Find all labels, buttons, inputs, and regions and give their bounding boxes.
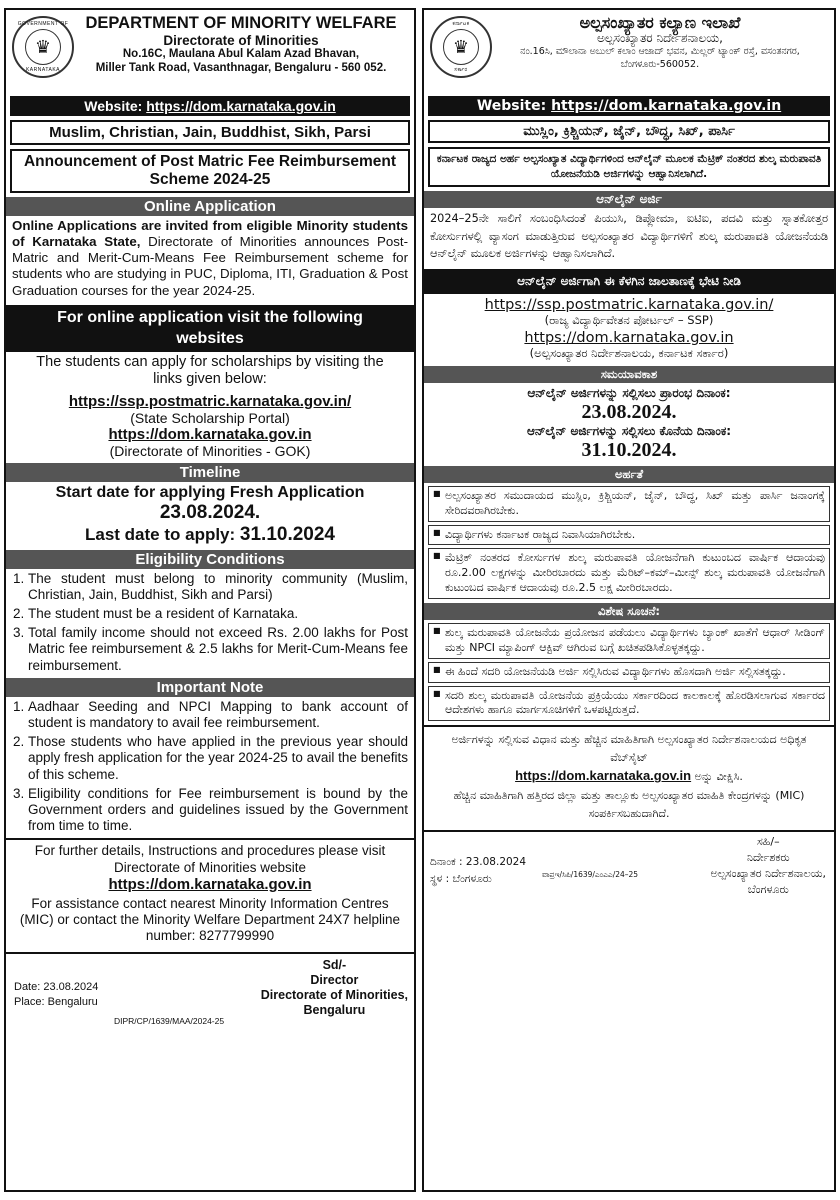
start-date-label: Start date for applying Fresh Application [55,483,365,501]
signatory-title: ನಿರ್ದೇಶಕರು [746,851,790,865]
further-link[interactable]: https://dom.karnataka.gov.in [108,875,312,893]
dom-label: (ಅಲ್ಪಸಂಖ್ಯಾತರ ನಿರ್ದೇಶನಾಲಯ, ಕರ್ನಾಟಕ ಸರ್ಕಾರ) [529,345,729,360]
seal-text-top: GOVERNMENT OF [17,21,69,27]
list-item: 1. The student must belong to minority community (Muslim, Christian, Jain, Buddhist, Sikh and Parsi) [28,571,414,603]
visit-text: The students can apply for scholarships by visiting the links given below: [36,353,384,388]
list-item: 2. The student must be a resident of Karnataka. [28,606,414,622]
dom-link[interactable]: https://dom.karnataka.gov.in [108,425,312,443]
online-application-text [6,216,414,301]
ssp-label: (State Scholarship Portal) [130,409,290,426]
eligibility-list [428,486,830,599]
signatory-org: Directorate of Minorities, [260,988,408,1003]
address-line-2: Miller Tank Road, Vasanthnagar, Bengaluru - 560 052. [95,61,387,74]
address: ನಂ.16ಸಿ, ಮೌಲಾನಾ ಅಬುಲ್ ಕಲಾಂ ಆಜಾದ್ ಭವನ, ಮಿಲ್ಲರ್ ಟ್ಯಾಂಕ್ ರಸ್ತೆ, ವಸಂತನಗರ, ಬೆಂಗಳೂರು-560052. [520,46,800,70]
important-note-title: ವಿಶೇಷ ಸೂಚನೆ: [424,603,834,620]
important-note-list [428,623,830,721]
start-date: 23.08.2024. [581,400,677,423]
ssp-label: (ರಾಜ್ಯ ವಿದ್ಯಾರ್ಥಿವೇತನ ಪೋರ್ಟಲ್ – SSP) [544,312,714,327]
online-application-rest: Directorate of Minorities announces Post-Matric and Merit-Cum-Means Fee Reimbursement scheme for students who are studying in PUC, Diploma, ITI, Graduation & Post Graduation courses for the year 2024-25. [12,233,409,298]
online-application-title: ಆನ್‌ಲೈನ್ ಅರ್ಜಿ [424,191,834,208]
further-text: For further details, Instructions and procedures please visit Directorate of Minorities website [34,843,386,875]
header [424,10,834,92]
timeline-title: Timeline [6,463,414,482]
further-link[interactable]: https://dom.karnataka.gov.in [515,768,692,784]
place-text: Place: Bengaluru [14,995,98,1008]
start-date: 23.08.2024. [159,501,261,523]
assistance-text: For assistance contact nearest Minority Information Centres (MIC) or contact the Minority Welfare Department 24X7 helpline number: 8277799990 [19,895,401,944]
date-text: Date: 23.08.2024 [14,981,99,994]
place-text: ಸ್ಥಳ : ಬೆಂಗಳೂರು [430,873,492,886]
communities-banner: Muslim, Christian, Jain, Buddhist, Sikh, Parsi [10,120,410,145]
list-item: 2. Those students who have applied in the previous year should apply fresh application for the year 2024-25 to avail the benefits of this scheme. [28,734,414,783]
important-note-list [6,699,414,835]
signature-mark: ಸಹಿ/– [756,835,780,849]
further-details [6,838,414,944]
seal-text-bottom: ಸರ್ಕಾರ [454,67,468,73]
signatory-title: Director [310,973,359,988]
last-date: 31.10.2024. [581,438,677,461]
ssp-link[interactable]: https://ssp.postmatric.karnataka.gov.in/ [68,392,352,410]
announcement-title: ಕರ್ನಾಟಕ ರಾಜ್ಯದ ಅರ್ಹ ಅಲ್ಪಸಂಖ್ಯಾತ ವಿದ್ಯಾರ್ಥಿಗಳಿಂದ ಆನ್‌ಲೈನ್ ಮೂಲಕ ಮೆಟ್ರಿಕ್ ನಂತರದ ಶುಲ್ಕ ಮರುಪಾವತಿ ಯೋಜನೆಯಡಿ ಅರ್ಜಿಗಳನ್ನು ಆಹ್ವಾನಿಸಲಾಗಿದೆ. [428,147,830,187]
reference-number: DIPR/CP/1639/MAA/2024-25 [114,1016,225,1027]
start-date-label: ಆನ್‌ಲೈನ್ ಅರ್ಜಿಗಳನ್ನು ಸಲ್ಲಿಸಲು ಪ್ರಾರಂಭ ದಿನಾಂಕ: [527,385,731,400]
assistance-text: ಹೆಚ್ಚಿನ ಮಾಹಿತಿಗಾಗಿ ಹತ್ತಿರದ ಜಿಲ್ಲಾ ಮತ್ತು ತಾಲ್ಲೂಕು ಅಲ್ಪಸಂಖ್ಯಾತರ ಮಾಹಿತಿ ಕೇಂದ್ರಗಳನ್ನು (MIC) ಸಂಪರ್ಕಿಸಬಹುದಾಗಿದೆ. [453,789,805,820]
signatory-city: Bengaluru [303,1003,366,1018]
website-bar [10,96,410,116]
date-text: ದಿನಾಂಕ : 23.08.2024 [430,856,527,869]
last-date: 31.10.2024 [239,523,335,545]
ssp-link[interactable]: https://ssp.postmatric.karnataka.gov.in/ [484,296,774,313]
list-item: ■ ಈ ಹಿಂದೆ ಸದರಿ ಯೋಜನೆಯಡಿ ಅರ್ಜಿ ಸಲ್ಲಿಸಿರುವ ವಿದ್ಯಾರ್ಥಿಗಳು ಹೊಸದಾಗಿ ಅರ್ಜಿ ಸಲ್ಲಿಸತಕ್ಕದ್ದು. [428,662,830,683]
kannada-notice [422,8,836,1192]
signature-mark: Sd/- [322,958,347,973]
list-item: ■ ಮೆಟ್ರಿಕ್ ನಂತರದ ಕೋರ್ಸುಗಳ ಶುಲ್ಕ ಮರುಪಾವತಿ ಯೋಜನೆಗಾಗಿ ಕುಟುಂಬದ ವಾರ್ಷಿಕ ಆದಾಯವು ರೂ.2.00 ಲಕ್ಷಗಳನ್ನು ಮೀರಿರಬಾರದು ಮತ್ತು ಮೆರಿಟ್–ಕಮ್–ಮೀನ್ಸ್ ಶುಲ್ಕ ಮರುಪಾವತಿ ಯೋಜನೆಗಾಗಿ ಕುಟುಂಬದ ವಾರ್ಷಿಕ ಆದಾಯವು ರೂ.2.5 ಲಕ್ಷ ಮೀರಿರಬಾರದು. [428,548,830,599]
dom-link[interactable]: https://dom.karnataka.gov.in [524,329,734,346]
eligibility-title: ಅರ್ಹತೆ [424,466,834,483]
list-item: 3. Eligibility conditions for Fee reimbursement is bound by the Government orders and guidelines issued by the Government from time to time. [28,786,414,835]
important-note-title: Important Note [6,678,414,697]
eligibility-list [6,571,414,674]
signatory-city: ಬೆಂಗಳೂರು [747,883,789,897]
further-suffix: ಅನ್ನು ವೀಕ್ಷಿಸಿ. [691,770,743,784]
list-item: ■ ಅಲ್ಪಸಂಖ್ಯಾತರ ಸಮುದಾಯದ ಮುಸ್ಲಿಂ, ಕ್ರಿಶ್ಚಿಯನ್, ಜೈನ್, ಬೌದ್ಧ, ಸಿಖ್ ಮತ್ತು ಪಾರ್ಸಿ ಜನಾಂಗಕ್ಕೆ ಸೇರಿದವರಾಗಿರಬೇಕು. [428,486,830,522]
website-bar [428,96,830,116]
english-notice [4,8,416,1192]
online-application-bold: Online Applications are invited from eligible Minority students of Karnataka State, [12,217,408,249]
directorate-title: Directorate of Minorities [163,32,319,48]
directorate-title: ಅಲ್ಪಸಂಖ್ಯಾತರ ನಿರ್ದೇಶನಾಲಯ, [597,31,723,46]
further-text: ಅರ್ಜಿಗಳನ್ನು ಸಲ್ಲಿಸುವ ವಿಧಾನ ಮತ್ತು ಹೆಚ್ಚಿನ ಮಾಹಿತಿಗಾಗಿ ಅಲ್ಪಸಂಖ್ಯಾತರ ನಿರ್ದೇಶನಾಲಯದ ಅಧಿಕೃತ ವೆಬ್‌ಸೈಟ್ [451,733,807,764]
website-label: Website: [476,98,547,114]
list-item: ■ ಶುಲ್ಕ ಮರುಪಾವತಿ ಯೋಜನೆಯ ಪ್ರಯೋಜನ ಪಡೆಯಲು ವಿದ್ಯಾರ್ಥಿಗಳು ಬ್ಯಾಂಕ್ ಖಾತೆಗೆ ಆಧಾರ್ ಸೀಡಿಂಗ್ ಮತ್ತು NPCI ಮ್ಯಾಪಿಂಗ್ ಆಕ್ಟಿವ್ ಆಗಿರುವ ಬಗ್ಗೆ ಖಚಿತಪಡಿಸಿಕೊಳ್ಳತಕ್ಕದ್ದು. [428,623,830,659]
visit-websites-title: ಆನ್‌ಲೈನ್ ಅರ್ಜಿಗಾಗಿ ಈ ಕೆಳಗಿನ ಜಾಲತಾಣಕ್ಕೆ ಭೇಟಿ ನೀಡಿ [424,269,834,294]
seal-text-top: ಕರ್ನಾಟಕ [452,21,470,27]
last-date-row [6,524,414,546]
website-link[interactable]: https://dom.karnataka.gov.in [551,98,782,114]
announcement-title: Announcement of Post Matric Fee Reimbursement Scheme 2024-25 [10,149,410,193]
last-date-label: Last date to apply: [84,524,236,544]
online-application-text: 2024–25ನೇ ಸಾಲಿಗೆ ಸಂಬಂಧಿಸಿದಂತೆ ಪಿಯುಸಿ, ಡಿಪ್ಲೋಮಾ, ಐಟಿಐ, ಪದವಿ ಮತ್ತು ಸ್ನಾತಕೋತ್ತರ ಕೋರ್ಸುಗಳಲ್ಲಿ ವ್ಯಾಸಂಗ ಮಾಡುತ್ತಿರುವ ಅಲ್ಪಸಂಖ್ಯಾತರ ವಿದ್ಯಾರ್ಥಿಗಳಿಗೆ ಶುಲ್ಕ ಮರುಪಾವತಿ ಯೋಜನೆಯಡಿ ಆನ್‌ಲೈನ್ ಮೂಲಕ ಅರ್ಜಿಗಳನ್ನು ಆಹ್ವಾನಿಸಲಾಗಿದೆ. [430,212,828,261]
visit-websites-title: For online application visit the following websites [6,305,414,352]
dom-label: (Directorate of Minorities - GOK) [109,442,311,459]
last-date-label: ಆನ್‌ಲೈನ್ ಅರ್ಜಿಗಳನ್ನು ಸಲ್ಲಿಸಲು ಕೊನೆಯ ದಿನಾಂಕ: [526,423,732,438]
list-item: 1. Aadhaar Seeding and NPCI Mapping to bank account of student is mandatory to avail fee reimbursement. [28,699,414,731]
header [6,10,414,92]
further-details [424,725,834,822]
reference-number: ವಾಪ್ರಇ/ಸಿಪಿ/1639/ಎಂಎಎ/24–25 [542,870,639,880]
timeline-title: ಸಮಯಾವಕಾಶ [424,366,834,383]
online-application-title: Online Application [6,197,414,216]
eligibility-title: Eligibility Conditions [6,550,414,569]
website-link[interactable]: https://dom.karnataka.gov.in [146,98,336,114]
department-title: DEPARTMENT OF MINORITY WELFARE [85,14,397,32]
list-item: ■ ಸದರಿ ಶುಲ್ಕ ಮರುಪಾವತಿ ಯೋಜನೆಯ ಪ್ರಕ್ರಿಯೆಯು ಸರ್ಕಾರದಿಂದ ಕಾಲಕಾಲಕ್ಕೆ ಹೊರಡಿಸಲಾಗುವ ಸರ್ಕಾರದ ಆದೇಶಗಳು ಹಾಗೂ ಮಾರ್ಗಸೂಚಿಗಳಿಗೆ ಒಳಪಟ್ಟಿರುತ್ತದೆ. [428,686,830,722]
department-title: ಅಲ್ಪಸಂಖ್ಯಾತರ ಕಲ್ಯಾಣ ಇಲಾಖೆ [579,13,741,32]
footer [424,830,834,902]
footer [6,952,414,1028]
list-item: ■ ವಿದ್ಯಾರ್ಥಿಗಳು ಕರ್ನಾಟಕ ರಾಜ್ಯದ ನಿವಾಸಿಯಾಗಿರಬೇಕು. [428,525,830,546]
karnataka-seal-icon: GOVERNMENT OF ♛ KARNATAKA [12,16,74,78]
signatory-org: ಅಲ್ಪಸಂಖ್ಯಾತರ ನಿರ್ದೇಶನಾಲಯ, [710,867,826,881]
website-label: Website: [84,98,143,114]
seal-text-bottom: KARNATAKA [25,67,61,73]
karnataka-seal-icon: ಕರ್ನಾಟಕ ♛ ಸರ್ಕಾರ [430,16,492,78]
address-line-1: No.16C, Maulana Abul Kalam Azad Bhavan, [122,48,360,61]
communities-banner: ಮುಸ್ಲಿಂ, ಕ್ರಿಶ್ಚಿಯನ್, ಜೈನ್, ಬೌದ್ಧ, ಸಿಖ್, ಪಾರ್ಸಿ [428,120,830,143]
list-item: 3. Total family income should not exceed Rs. 2.00 lakhs for Post Matric fee reimbursement & 2.5 lakhs for Merit-Cum-Means fee reimbursement. [28,625,414,674]
